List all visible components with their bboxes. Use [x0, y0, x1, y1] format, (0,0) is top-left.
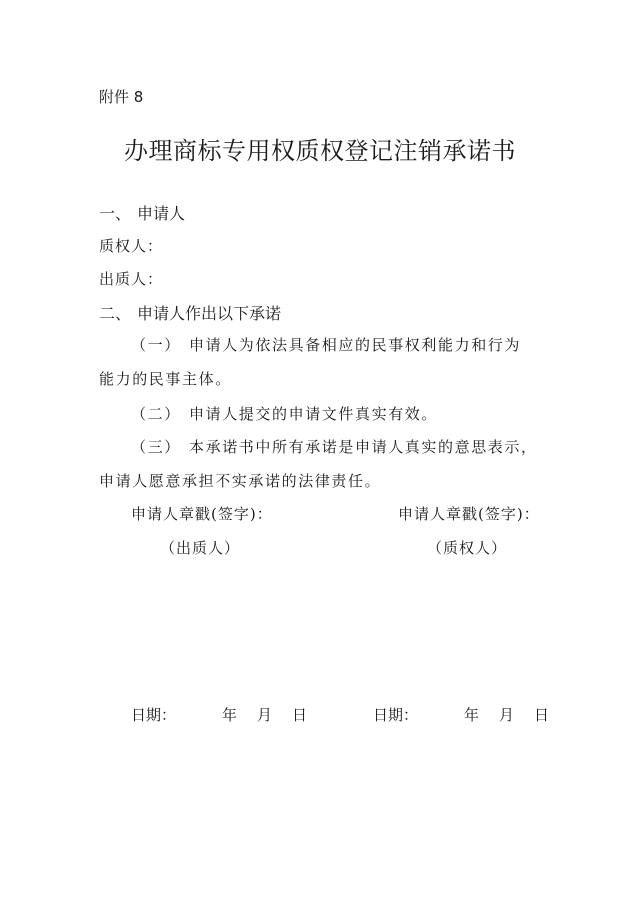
date-day-right: 日 — [534, 706, 550, 724]
commitment-2-number: （二） — [131, 405, 181, 423]
section-1-label: 申请人 — [137, 204, 186, 223]
pledgor-label: 出质人： — [99, 270, 164, 288]
section-1-heading — [99, 201, 185, 224]
commitment-1-text: 申请人为依法具备相应的民事权利能力和行为 — [189, 336, 522, 354]
signature-role-pledgor: （出质人） — [160, 539, 241, 557]
section-2-label: 申请人作出以下承诺 — [137, 304, 282, 323]
date-label-left: 日期： — [131, 706, 177, 724]
section-1-number: 一、 — [99, 204, 132, 223]
signature-role-pledgee: （质权人） — [427, 539, 508, 557]
commitment-3-line-1 — [131, 436, 538, 457]
date-year-right: 年 — [464, 706, 480, 724]
document-title: 办理商标专用权质权登记注销承诺书 — [124, 137, 516, 165]
pledgee-label: 质权人： — [99, 237, 164, 255]
commitment-1-line-1 — [131, 334, 521, 355]
section-2-number: 二、 — [99, 304, 132, 323]
commitment-1-number: （一） — [131, 336, 181, 354]
commitment-2-line-1 — [131, 403, 438, 424]
date-line-right — [373, 704, 549, 725]
attachment-label: 附件 8 — [99, 88, 144, 106]
commitment-3-number: （三） — [131, 438, 181, 456]
commitment-2-text: 申请人提交的申请文件真实有效。 — [189, 405, 439, 423]
date-month-left: 月 — [257, 706, 273, 724]
commitment-3-line-2: 申请人愿意承担不实承诺的法律责任。 — [99, 472, 382, 490]
commitment-1-line-2: 能力的民事主体。 — [99, 370, 232, 388]
date-year-left: 年 — [222, 706, 238, 724]
signature-label-pledgee: 申请人章戳(签字)： — [398, 505, 540, 523]
date-day-left: 日 — [292, 706, 308, 724]
section-2-heading — [99, 301, 281, 324]
signature-label-pledgor: 申请人章戳(签字)： — [131, 505, 273, 523]
date-line-left — [131, 704, 307, 725]
date-month-right: 月 — [499, 706, 515, 724]
date-label-right: 日期： — [373, 706, 419, 724]
commitment-3-text: 本承诺书中所有承诺是申请人真实的意思表示， — [189, 438, 538, 456]
